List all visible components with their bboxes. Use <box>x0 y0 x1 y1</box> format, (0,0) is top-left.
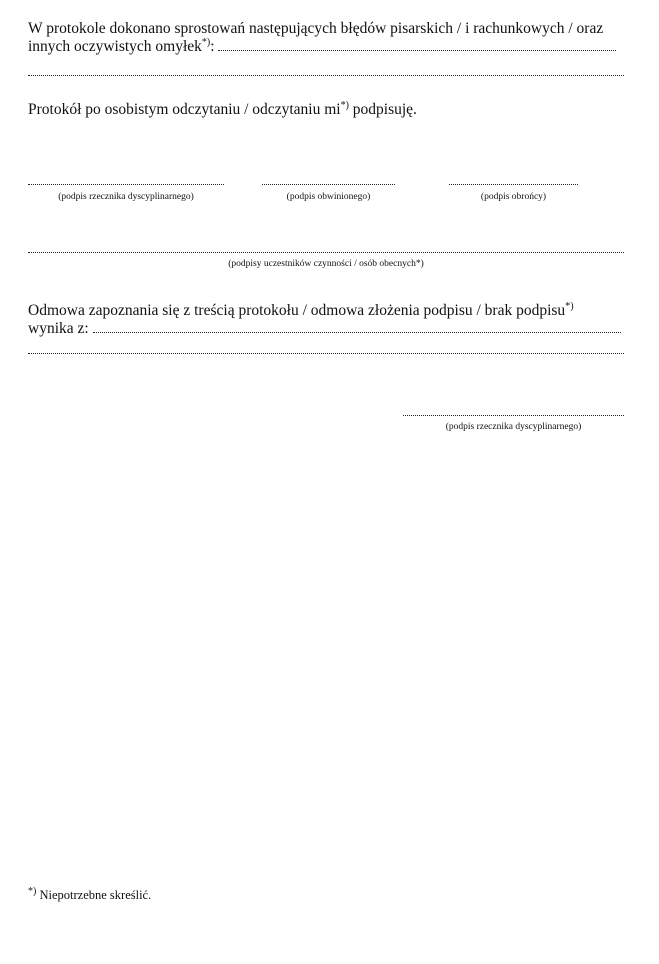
signature-line-rzecznik[interactable] <box>28 184 224 185</box>
footnote-text: Niepotrzebne skreślić. <box>36 888 152 902</box>
read-protocol-paragraph <box>28 101 624 119</box>
footnote <box>28 885 152 902</box>
read-protocol-text-after: podpisuję. <box>348 101 417 118</box>
refusal-fill-line[interactable] <box>93 320 621 333</box>
signature-caption-rzecznik: (podpis rzecznika dyscyplinarnego) <box>58 192 194 202</box>
corrections-fill-line[interactable] <box>218 38 616 51</box>
participants-caption: (podpisy uczestników czynności / osób obecnych*) <box>228 259 424 269</box>
read-protocol-text: Protokół po osobistym odczytaniu / odczytaniu mi <box>28 101 341 118</box>
signature-line-obwiniony[interactable] <box>262 184 395 185</box>
corrections-fill-line-2[interactable] <box>28 75 624 76</box>
signature-caption-obronca: (podpis obrońcy) <box>480 192 547 202</box>
corrections-text-line1: W protokole dokonano sprostowań następujących błędów pisarskich / i rachunkowych / oraz <box>28 20 604 37</box>
final-signature-caption: (podpis rzecznika dyscyplinarnego) <box>445 422 582 432</box>
corrections-text-line2: innych oczywistych omyłek <box>28 38 202 55</box>
read-protocol-footnote-marker: *) <box>340 99 349 111</box>
refusal-paragraph <box>28 302 624 338</box>
footnote-marker: *) <box>28 885 37 897</box>
refusal-footnote-marker: *) <box>565 300 574 312</box>
corrections-paragraph <box>28 20 624 56</box>
final-signature-line[interactable] <box>403 415 624 416</box>
corrections-footnote-marker: *) <box>201 36 211 48</box>
participants-signature-line[interactable] <box>28 252 624 253</box>
signature-caption-obwiniony: (podpis obwinionego) <box>286 192 371 202</box>
signature-line-obronca[interactable] <box>449 184 578 185</box>
refusal-text-line1: Odmowa zapoznania się z treścią protokołu / odmowa złożenia podpisu / brak podpisu <box>28 302 566 319</box>
refusal-text-line2: wynika z: <box>28 320 89 337</box>
refusal-fill-line-2[interactable] <box>28 353 624 354</box>
corrections-colon: : <box>210 38 215 55</box>
